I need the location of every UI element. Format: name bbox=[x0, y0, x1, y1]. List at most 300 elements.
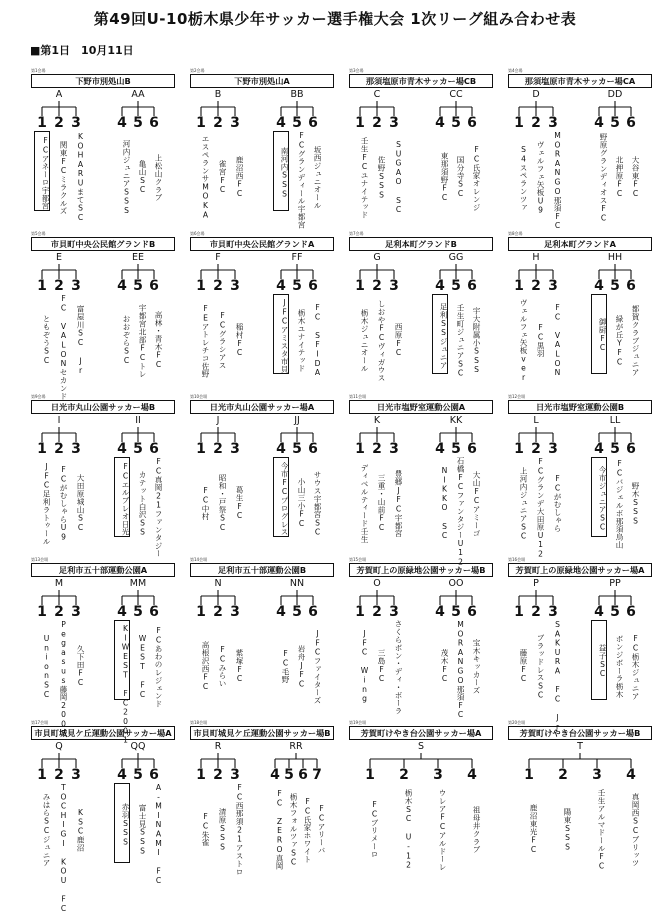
team-number: 3 bbox=[71, 278, 81, 294]
team-number: 2 bbox=[531, 441, 541, 457]
team-number: 5 bbox=[451, 441, 461, 457]
team-number: 4 bbox=[276, 604, 286, 620]
team-name: FC黒羽 bbox=[536, 323, 545, 358]
group-label: A bbox=[55, 89, 63, 100]
venue-block bbox=[348, 231, 494, 389]
team-name: 亀山SC bbox=[138, 160, 147, 195]
team-name: 上松山クラブ bbox=[154, 153, 163, 202]
group-label: QQ bbox=[130, 741, 146, 752]
team-number: 3 bbox=[389, 604, 399, 620]
venue-number: 第6会場 bbox=[190, 231, 205, 236]
team-number: 5 bbox=[451, 278, 461, 294]
group-label: T bbox=[577, 741, 583, 752]
team-number: 4 bbox=[117, 115, 127, 131]
group-label: F bbox=[215, 252, 221, 263]
team-number: 5 bbox=[292, 115, 302, 131]
team-number: 3 bbox=[592, 767, 602, 783]
venue-name: 芳賀町けやき台公園サッカー場B bbox=[508, 726, 652, 740]
team-name: 三島FC bbox=[377, 649, 386, 684]
venue-name: 那須塩原市青木サッカー場CB bbox=[349, 74, 493, 88]
venue-block bbox=[189, 720, 335, 878]
team-name: FC氏家オレンジ bbox=[472, 144, 481, 211]
team-number: 2 bbox=[531, 278, 541, 294]
team-name: FCバジェルボ那須烏山 bbox=[615, 458, 624, 549]
team-number: 3 bbox=[230, 604, 240, 620]
team-number: 2 bbox=[54, 278, 64, 294]
group-label: BB bbox=[290, 89, 304, 100]
team-name: 栃木ジュニオール bbox=[360, 308, 369, 373]
team-name: FC中村 bbox=[201, 486, 210, 521]
team-name: ボンジボーラ栃木 bbox=[615, 634, 624, 699]
team-number: 1 bbox=[37, 441, 47, 457]
team-number: 5 bbox=[292, 441, 302, 457]
team-number: 1 bbox=[355, 115, 365, 131]
team-name: WEST FC bbox=[138, 633, 147, 700]
team-number: 6 bbox=[626, 278, 636, 294]
team-name: 岩舟JFC bbox=[297, 644, 306, 689]
venue-block bbox=[348, 557, 494, 720]
group-label: NN bbox=[289, 578, 305, 589]
team-number: 7 bbox=[312, 767, 322, 783]
group-label: H bbox=[532, 252, 540, 263]
team-number: 6 bbox=[298, 767, 308, 783]
team-number: 3 bbox=[433, 767, 443, 783]
team-number: 2 bbox=[213, 441, 223, 457]
team-name: 紫塚FC bbox=[235, 649, 244, 684]
team-number: 5 bbox=[133, 115, 143, 131]
group-label: RR bbox=[289, 741, 303, 752]
venue-block bbox=[507, 720, 653, 878]
team-name: FCがむしゃら bbox=[553, 474, 562, 533]
team-number: 3 bbox=[230, 278, 240, 294]
team-number: 4 bbox=[594, 441, 604, 457]
team-name: FC栃木ジュニア bbox=[631, 633, 640, 700]
team-name: 昭和・戸祭SC bbox=[218, 474, 227, 533]
team-number: 2 bbox=[54, 115, 64, 131]
team-number: 4 bbox=[117, 278, 127, 294]
team-name: FCブリメーロ bbox=[370, 800, 379, 859]
team-name: FCあわのレジェンド bbox=[154, 625, 163, 708]
venue-block bbox=[189, 394, 335, 552]
team-name: 清原SSS bbox=[218, 807, 227, 852]
team-name: ウレアFCアルドーレ bbox=[438, 788, 447, 871]
team-name: A-MINAMI FC bbox=[154, 783, 163, 886]
team-name: 葛生FC bbox=[235, 486, 244, 521]
team-name: 今市FCプログレス bbox=[273, 457, 289, 537]
team-name: 河内ジュニアSSS bbox=[122, 139, 131, 216]
group-label: O bbox=[373, 578, 381, 589]
venue-name: 足利本町グランドB bbox=[349, 237, 493, 251]
team-number: 2 bbox=[399, 767, 409, 783]
team-name: NIKKO SC bbox=[440, 466, 449, 541]
team-name: 都賀クラブジュニア bbox=[631, 304, 640, 377]
team-number: 6 bbox=[149, 278, 159, 294]
team-number: 2 bbox=[372, 115, 382, 131]
venue-number: 第8会場 bbox=[508, 231, 523, 236]
group-label: EE bbox=[131, 252, 144, 263]
team-number: 5 bbox=[610, 604, 620, 620]
venue-number: 第11会場 bbox=[349, 394, 367, 399]
team-number: 3 bbox=[230, 441, 240, 457]
team-number: 5 bbox=[610, 441, 620, 457]
team-name: FCアネーロ宇都宮 bbox=[34, 131, 50, 211]
team-name: 壬生アルマドールFC bbox=[597, 788, 606, 871]
team-number: 6 bbox=[149, 441, 159, 457]
team-number: 6 bbox=[467, 441, 477, 457]
team-number: 2 bbox=[372, 278, 382, 294]
group-label: D bbox=[532, 89, 540, 100]
team-number: 6 bbox=[149, 604, 159, 620]
team-number: 2 bbox=[213, 115, 223, 131]
team-name: しおやFCヴィガウス bbox=[377, 299, 386, 382]
team-name: 大山FCアミーゴ bbox=[472, 470, 481, 537]
team-number: 2 bbox=[54, 604, 64, 620]
team-number: 1 bbox=[37, 767, 47, 783]
team-name: 坂西ジュニオール bbox=[313, 145, 322, 210]
team-number: 2 bbox=[213, 604, 223, 620]
group-label: G bbox=[373, 252, 381, 263]
team-number: 1 bbox=[524, 767, 534, 783]
team-name: FC西那須21アストロ bbox=[235, 783, 244, 876]
team-number: 4 bbox=[594, 604, 604, 620]
team-name: 西原FC bbox=[394, 323, 403, 358]
team-name: カテット白沢SS bbox=[138, 470, 147, 537]
group-label: L bbox=[533, 415, 539, 426]
team-name: 鹿沼東光FC bbox=[529, 804, 538, 855]
team-number: 5 bbox=[292, 278, 302, 294]
group-label: P bbox=[533, 578, 539, 589]
group-label: E bbox=[55, 252, 62, 263]
team-name: 関東FCミラクルズ bbox=[59, 140, 68, 215]
team-number: 4 bbox=[594, 278, 604, 294]
team-number: 1 bbox=[514, 278, 524, 294]
venue-name: 芳賀町上の原緑地公園サッカー場B bbox=[349, 563, 493, 577]
team-name: ブラッドレスSC bbox=[536, 633, 545, 700]
team-name: FCグランディール宇都宮 bbox=[297, 131, 306, 229]
team-name: 野原グランディオスFC bbox=[599, 132, 608, 223]
team-number: 6 bbox=[467, 115, 477, 131]
team-number: 5 bbox=[133, 604, 143, 620]
team-name: 豊郷JFC宇都宮 bbox=[394, 469, 403, 538]
group-label: GG bbox=[448, 252, 464, 263]
team-number: 3 bbox=[548, 115, 558, 131]
team-number: 6 bbox=[308, 604, 318, 620]
team-number: 1 bbox=[37, 278, 47, 294]
team-name: 鹿沼西FC bbox=[235, 156, 244, 199]
venue-number: 第1会場 bbox=[31, 68, 46, 73]
venue-name: 市貝町城見ケ丘運動公園サッカー場A bbox=[31, 726, 175, 740]
team-number: 4 bbox=[435, 604, 445, 620]
group-label: K bbox=[373, 415, 381, 426]
team-number: 1 bbox=[196, 278, 206, 294]
team-number: 4 bbox=[276, 278, 286, 294]
venue-name: 下野市別処山A bbox=[190, 74, 334, 88]
team-name: 真岡西SCブリッツ bbox=[631, 792, 640, 867]
group-label: FF bbox=[291, 252, 303, 263]
team-number: 3 bbox=[230, 115, 240, 131]
team-number: 2 bbox=[531, 604, 541, 620]
team-name: 雀宮FC bbox=[218, 160, 227, 195]
team-number: 6 bbox=[149, 115, 159, 131]
venue-name: 足利市五十部運動公園B bbox=[190, 563, 334, 577]
team-number: 3 bbox=[548, 278, 558, 294]
team-name: 石橋FCファンタジーU12 bbox=[456, 457, 465, 567]
team-number: 3 bbox=[389, 441, 399, 457]
venue-number: 第14会場 bbox=[190, 557, 208, 562]
team-name: FCみらい bbox=[218, 645, 227, 688]
venue-number: 第4会場 bbox=[508, 68, 523, 73]
venue-name: 市貝町中央公民館グランドB bbox=[31, 237, 175, 251]
team-name: UnionSC bbox=[42, 633, 51, 700]
venue-name: 日光市丸山公園サッカー場B bbox=[31, 400, 175, 414]
team-name: ヴェルフェ矢板U9 bbox=[536, 140, 545, 215]
team-name: JFC足利ラトゥール bbox=[42, 461, 51, 546]
team-name: 高林・青木FC bbox=[154, 311, 163, 370]
venue-block bbox=[189, 68, 335, 229]
team-number: 3 bbox=[230, 767, 240, 783]
group-label: HH bbox=[607, 252, 623, 263]
team-name: MORANGO那須FC bbox=[456, 620, 465, 720]
team-number: 5 bbox=[451, 115, 461, 131]
venue-block bbox=[30, 394, 176, 558]
team-name: FC氏家ホワイト bbox=[303, 796, 312, 863]
group-label: LL bbox=[609, 415, 621, 426]
group-label: CC bbox=[449, 89, 463, 100]
team-name: JFC Wing bbox=[360, 629, 369, 704]
team-number: 3 bbox=[71, 115, 81, 131]
venue-number: 第3会場 bbox=[349, 68, 364, 73]
venue-number: 第10会場 bbox=[190, 394, 208, 399]
venue-name: 芳賀町けやき台公園サッカー場A bbox=[349, 726, 493, 740]
team-name: FC VALON bbox=[553, 303, 562, 378]
venue-block bbox=[507, 231, 653, 389]
team-number: 4 bbox=[117, 767, 127, 783]
group-label: I bbox=[57, 415, 61, 426]
team-name: さくらボン・ディ・ボーラ bbox=[394, 620, 403, 715]
team-name: 佐野SSS bbox=[377, 155, 386, 200]
team-name: KOHARUまてSC bbox=[76, 132, 85, 223]
venue-block bbox=[507, 394, 653, 559]
team-number: 1 bbox=[355, 604, 365, 620]
venue-number: 第5会場 bbox=[31, 231, 46, 236]
team-name: 益子SC bbox=[591, 620, 607, 700]
team-number: 2 bbox=[213, 767, 223, 783]
team-name: 富士見SSS bbox=[138, 803, 147, 856]
team-number: 5 bbox=[133, 441, 143, 457]
team-name: S4スペランツァ bbox=[519, 144, 528, 211]
team-name: 祖母井クラブ bbox=[472, 805, 481, 854]
venue-number: 第17会場 bbox=[31, 720, 49, 725]
team-number: 5 bbox=[133, 767, 143, 783]
team-name: 宇都宮北部FCトレ bbox=[138, 303, 147, 378]
team-name: ヴェルフェ矢板ver bbox=[519, 298, 528, 383]
team-number: 1 bbox=[196, 767, 206, 783]
team-number: 4 bbox=[117, 441, 127, 457]
team-name: 壬生町ジュニアSC bbox=[456, 303, 465, 378]
venue-block bbox=[507, 68, 653, 231]
team-number: 6 bbox=[626, 115, 636, 131]
team-name: おおぞらSC bbox=[122, 315, 131, 366]
team-name: JFCファイターズ bbox=[313, 628, 322, 705]
team-number: 4 bbox=[117, 604, 127, 620]
team-name: 藤原FC bbox=[519, 649, 528, 684]
team-name: 栃木SC U-12 bbox=[404, 789, 413, 870]
team-name: ディベルティード壬生 bbox=[360, 464, 369, 543]
team-name: FC朱雀 bbox=[201, 812, 210, 847]
venue-block bbox=[30, 720, 176, 913]
team-number: 6 bbox=[308, 278, 318, 294]
team-name: FCグラシアス bbox=[218, 311, 227, 370]
team-number: 1 bbox=[196, 441, 206, 457]
team-name: FCエルブレオ日光 bbox=[114, 457, 130, 537]
team-number: 1 bbox=[196, 604, 206, 620]
venue-block bbox=[348, 68, 494, 226]
team-number: 3 bbox=[548, 604, 558, 620]
team-name: FC ZERO真岡 bbox=[275, 789, 284, 870]
team-name: TOCHIGI KOU FC bbox=[59, 783, 68, 913]
group-label: OO bbox=[448, 578, 464, 589]
team-name: 栃木フォルツァSC bbox=[289, 792, 298, 867]
group-label: II bbox=[135, 415, 141, 426]
team-number: 4 bbox=[467, 767, 477, 783]
team-number: 2 bbox=[213, 278, 223, 294]
team-name: 御厨FC bbox=[591, 294, 607, 374]
team-number: 1 bbox=[365, 767, 375, 783]
venue-name: 市貝町中央公民館グランドA bbox=[190, 237, 334, 251]
team-number: 6 bbox=[467, 604, 477, 620]
team-number: 3 bbox=[389, 115, 399, 131]
team-number: 1 bbox=[514, 115, 524, 131]
venue-name: 日光市塩野室運動公園A bbox=[349, 400, 493, 414]
team-number: 1 bbox=[196, 115, 206, 131]
group-label: B bbox=[214, 89, 222, 100]
team-number: 5 bbox=[610, 278, 620, 294]
venue-block bbox=[348, 720, 494, 878]
venue-number: 第2会場 bbox=[190, 68, 205, 73]
team-name: 陽東SSS bbox=[563, 807, 572, 852]
group-label: N bbox=[214, 578, 222, 589]
team-name: 足利SSジュニア bbox=[432, 294, 448, 374]
venue-number: 第16会場 bbox=[508, 557, 526, 562]
team-number: 6 bbox=[626, 441, 636, 457]
team-number: 2 bbox=[372, 441, 382, 457]
team-number: 5 bbox=[284, 767, 294, 783]
team-number: 4 bbox=[435, 115, 445, 131]
team-number: 3 bbox=[548, 441, 558, 457]
team-number: 6 bbox=[308, 441, 318, 457]
team-name: 栃木ユナイテッド bbox=[297, 308, 306, 373]
team-name: KSC鹿沼 bbox=[76, 807, 85, 852]
team-number: 4 bbox=[276, 441, 286, 457]
team-number: 5 bbox=[292, 604, 302, 620]
team-number: 2 bbox=[531, 115, 541, 131]
team-name: 茂木FC bbox=[440, 649, 449, 684]
team-number: 4 bbox=[276, 115, 286, 131]
team-name: 東那須野FC bbox=[440, 152, 449, 203]
team-number: 2 bbox=[372, 604, 382, 620]
team-name: KIWEST FC2001 bbox=[114, 620, 130, 700]
venue-name: 芳賀町上の原緑地公園サッカー場A bbox=[508, 563, 652, 577]
team-number: 3 bbox=[71, 767, 81, 783]
team-name: 宝木キッカーズ bbox=[472, 638, 481, 695]
team-name: 宇大附属小SSS bbox=[472, 306, 481, 375]
team-number: 2 bbox=[54, 767, 64, 783]
team-name: 稲村FC bbox=[235, 323, 244, 358]
group-label: KK bbox=[449, 415, 463, 426]
team-name: FC毛野 bbox=[281, 649, 290, 684]
bracket-grid bbox=[30, 68, 656, 913]
team-name: 大谷東FC bbox=[631, 156, 640, 199]
venue-name: 足利市五十部運動公園A bbox=[31, 563, 175, 577]
team-name: ともぞうSC bbox=[42, 315, 51, 366]
team-number: 1 bbox=[355, 441, 365, 457]
venue-name: 日光市塩野室運動公園B bbox=[508, 400, 652, 414]
team-number: 4 bbox=[594, 115, 604, 131]
group-label: DD bbox=[607, 89, 623, 100]
team-number: 4 bbox=[626, 767, 636, 783]
team-name: みはらSCジュニア bbox=[42, 792, 51, 867]
team-name: FCグランデ大田原U12 bbox=[536, 457, 545, 559]
team-number: 2 bbox=[54, 441, 64, 457]
team-number: 4 bbox=[435, 441, 445, 457]
team-name: 富屋川SC Jr bbox=[76, 305, 85, 376]
team-number: 3 bbox=[389, 278, 399, 294]
team-number: 1 bbox=[514, 441, 524, 457]
venue-block bbox=[189, 231, 335, 389]
team-number: 1 bbox=[37, 604, 47, 620]
team-name: FCがむしゃらU9 bbox=[59, 465, 68, 542]
venue-number: 第12会場 bbox=[508, 394, 526, 399]
team-name: 上河内ジュニアSC bbox=[519, 466, 528, 541]
team-name: 南河内SSS bbox=[273, 131, 289, 211]
team-name: FC VALONセカンド bbox=[59, 294, 68, 400]
venue-name: 市貝町城見ケ丘運動公園サッカー場B bbox=[190, 726, 334, 740]
team-name: 三重・山前FC bbox=[377, 474, 386, 533]
group-label: JJ bbox=[294, 415, 300, 426]
team-name: エスペランサMOKA bbox=[201, 135, 210, 220]
group-label: AA bbox=[131, 89, 145, 100]
team-name: SUGAO SC bbox=[394, 140, 403, 215]
group-label: C bbox=[373, 89, 381, 100]
venue-name: 日光市丸山公園サッカー場A bbox=[190, 400, 334, 414]
team-name: 国分寺SC bbox=[456, 156, 465, 199]
group-label: MM bbox=[129, 578, 147, 589]
team-name: JFCアミスタ市貝 bbox=[273, 294, 289, 374]
team-number: 1 bbox=[355, 278, 365, 294]
team-name: 北押原FC bbox=[615, 156, 624, 199]
group-label: PP bbox=[609, 578, 621, 589]
team-name: 赤羽SSS bbox=[114, 783, 130, 863]
team-number: 6 bbox=[149, 767, 159, 783]
group-label: R bbox=[214, 741, 222, 752]
team-number: 6 bbox=[308, 115, 318, 131]
team-name: 緑が丘YFC bbox=[615, 314, 624, 367]
team-number: 3 bbox=[71, 441, 81, 457]
venue-name: 下野市別処山B bbox=[31, 74, 175, 88]
team-number: 1 bbox=[37, 115, 47, 131]
team-number: 4 bbox=[270, 767, 280, 783]
venue-number: 第18会場 bbox=[190, 720, 208, 725]
team-number: 5 bbox=[610, 115, 620, 131]
group-label: J bbox=[216, 415, 220, 426]
group-label: M bbox=[54, 578, 64, 589]
date-label: ■第1日 10月11日 bbox=[30, 44, 134, 57]
team-name: MORANGO那須FC bbox=[553, 131, 562, 231]
team-number: 1 bbox=[514, 604, 524, 620]
team-name: 小山三小FC bbox=[297, 478, 306, 529]
team-number: 5 bbox=[133, 278, 143, 294]
team-name: Pegasus藤岡2007 bbox=[59, 620, 68, 739]
